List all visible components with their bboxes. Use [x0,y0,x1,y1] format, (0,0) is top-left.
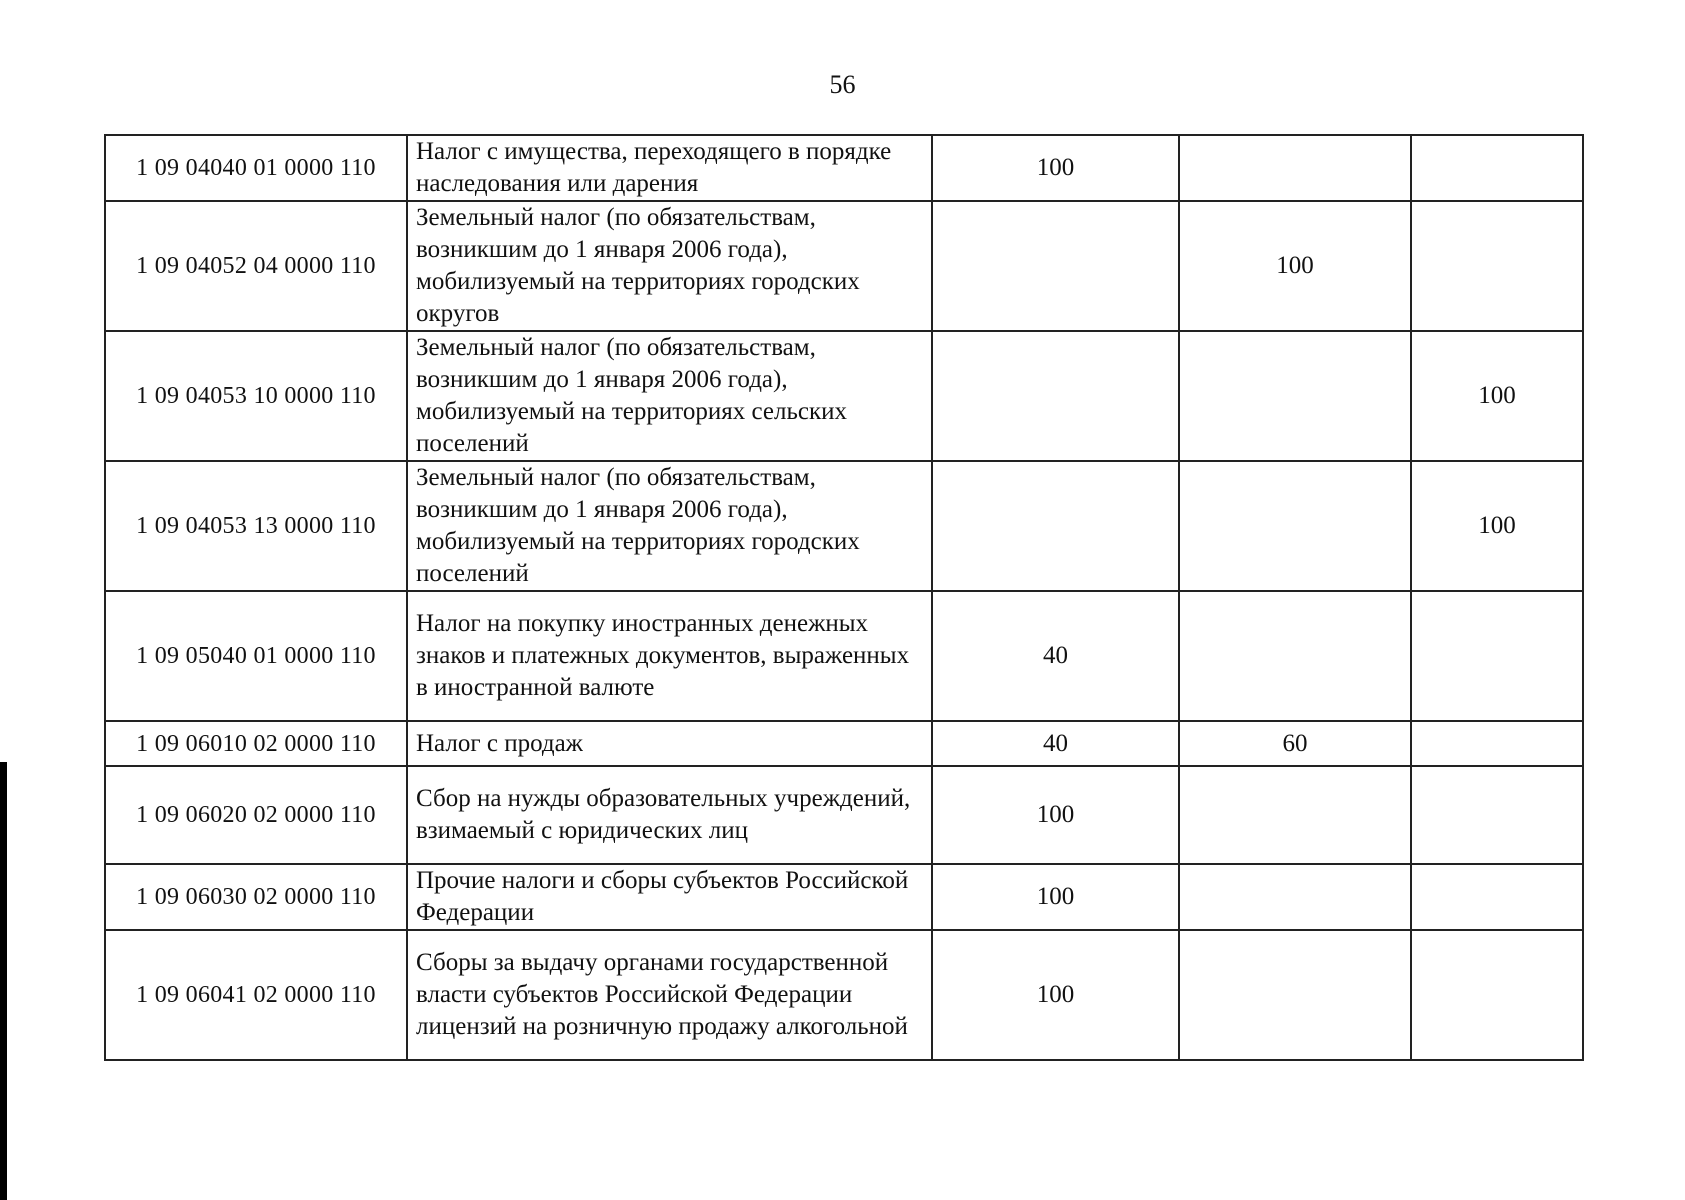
budget-code-cell: 1 09 05040 01 0000 110 [105,591,407,721]
table-row [105,201,1583,331]
revenue-name-cell: Земельный налог (по обязательствам, возникшим до 1 января 2006 года), мобилизуемый на территориях городских поселений [407,461,932,591]
table-row [105,461,1583,591]
percent-cell-2 [1179,864,1411,930]
percent-cell-1 [932,331,1179,461]
percent-cell-2 [1179,591,1411,721]
revenue-name-cell: Налог с имущества, переходящего в порядке наследования или дарения [407,135,932,201]
table-row [105,591,1583,721]
page-number: 56 [829,70,856,99]
revenue-name-cell: Прочие налоги и сборы субъектов Российской Федерации [407,864,932,930]
percent-cell-1: 40 [932,591,1179,721]
percent-cell-2 [1179,930,1411,1060]
percent-cell-2 [1179,331,1411,461]
percent-cell-2: 100 [1179,201,1411,331]
revenue-name-cell: Сбор на нужды образовательных учреждений, взимаемый с юридических лиц [407,766,932,864]
percent-cell-1: 100 [932,766,1179,864]
percent-cell-2 [1179,766,1411,864]
budget-code-cell: 1 09 06020 02 0000 110 [105,766,407,864]
budget-code-cell: 1 09 06041 02 0000 110 [105,930,407,1060]
budget-code-cell: 1 09 04052 04 0000 110 [105,201,407,331]
percent-cell-1: 100 [932,930,1179,1060]
percent-cell-2 [1179,461,1411,591]
table-row [105,331,1583,461]
percent-cell-1: 100 [932,864,1179,930]
percent-cell-1: 100 [932,135,1179,201]
percent-cell-1: 40 [932,721,1179,766]
percent-cell-3 [1411,864,1583,930]
budget-code-cell: 1 09 04040 01 0000 110 [105,135,407,201]
percent-cell-3 [1411,930,1583,1060]
percent-cell-3 [1411,591,1583,721]
percent-cell-3 [1411,135,1583,201]
budget-code-cell: 1 09 04053 10 0000 110 [105,331,407,461]
percent-cell-1 [932,201,1179,331]
revenue-name-cell: Земельный налог (по обязательствам, возникшим до 1 января 2006 года), мобилизуемый на территориях сельских поселений [407,331,932,461]
percent-cell-3 [1411,766,1583,864]
percent-cell-3 [1411,721,1583,766]
revenue-name-cell: Сборы за выдачу органами государственной власти субъектов Российской Федерации лицензий на розничную продажу алкогольной [407,930,932,1060]
percent-cell-3 [1411,201,1583,331]
scan-edge-mark [0,762,7,1200]
budget-code-cell: 1 09 06030 02 0000 110 [105,864,407,930]
revenue-name-cell: Налог с продаж [407,721,932,766]
table-row [105,930,1583,1060]
table-row [105,864,1583,930]
table-row [105,135,1583,201]
percent-cell-2 [1179,135,1411,201]
table-row [105,766,1583,864]
percent-cell-3: 100 [1411,331,1583,461]
budget-code-cell: 1 09 06010 02 0000 110 [105,721,407,766]
table-row [105,721,1583,766]
revenue-distribution-table [104,134,1584,1061]
percent-cell-3: 100 [1411,461,1583,591]
percent-cell-2: 60 [1179,721,1411,766]
budget-code-cell: 1 09 04053 13 0000 110 [105,461,407,591]
revenue-name-cell: Налог на покупку иностранных денежных знаков и платежных документов, выраженных в иностранной валюте [407,591,932,721]
revenue-name-cell: Земельный налог (по обязательствам, возникшим до 1 января 2006 года), мобилизуемый на территориях городских округов [407,201,932,331]
percent-cell-1 [932,461,1179,591]
